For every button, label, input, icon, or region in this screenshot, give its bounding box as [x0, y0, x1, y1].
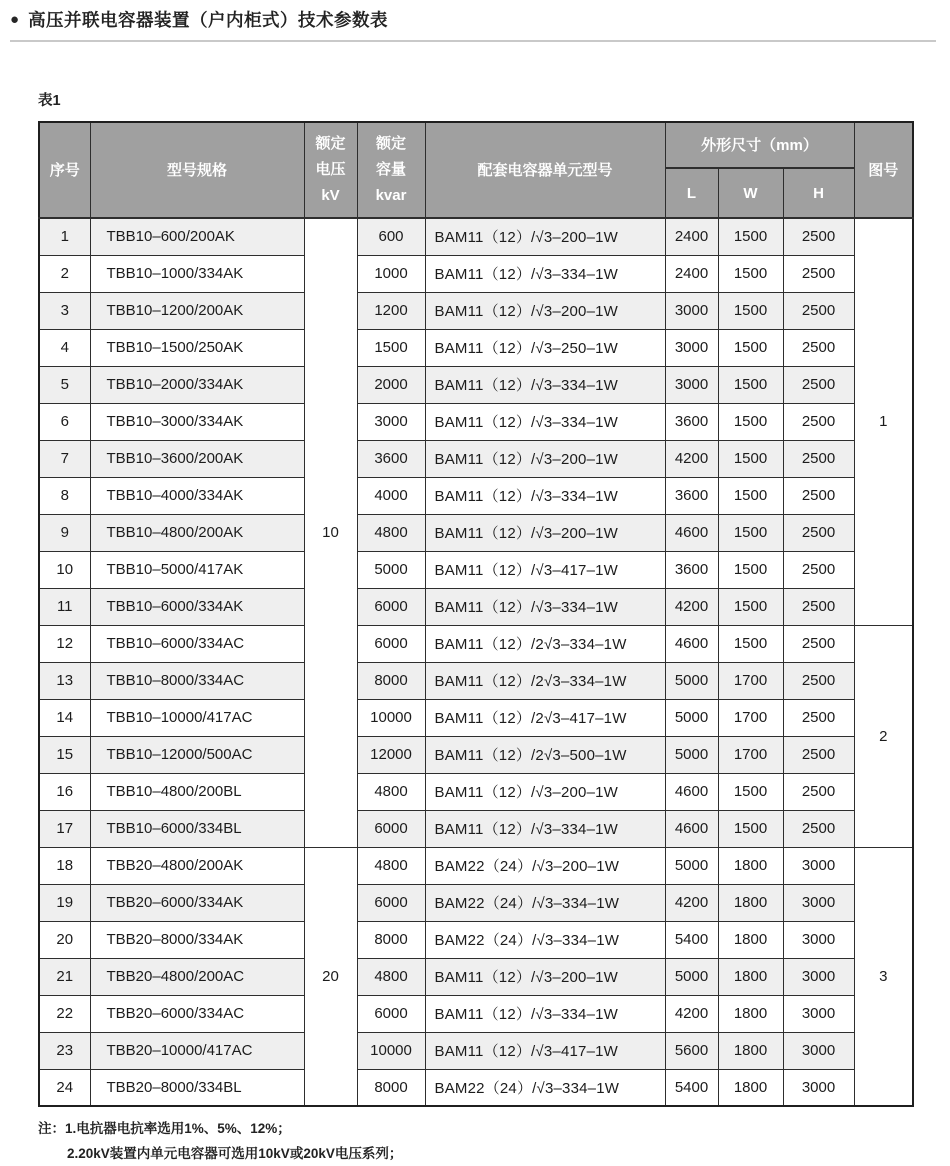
capacity-cell: 6000 [357, 995, 425, 1032]
dim-h-cell: 2500 [783, 736, 854, 773]
voltage-cell: 20 [304, 847, 357, 1106]
model-cell: TBB10–4000/334AK [90, 477, 304, 514]
dim-w-cell: 1500 [718, 477, 783, 514]
page-header [10, 0, 936, 42]
unit-model-cell: BAM11（12）/√3–334–1W [425, 588, 665, 625]
unit-model-cell: BAM22（24）/√3–334–1W [425, 884, 665, 921]
dim-l-cell: 5000 [665, 662, 718, 699]
dim-w-cell: 1500 [718, 551, 783, 588]
model-cell: TBB10–4800/200BL [90, 773, 304, 810]
capacity-cell: 1200 [357, 292, 425, 329]
dim-l-cell: 4600 [665, 773, 718, 810]
table-row [39, 921, 913, 958]
capacity-cell: 3000 [357, 403, 425, 440]
dim-w-cell: 1500 [718, 292, 783, 329]
model-cell: TBB10–1200/200AK [90, 292, 304, 329]
capacity-cell: 600 [357, 218, 425, 255]
capacity-cell: 6000 [357, 625, 425, 662]
dim-w-cell: 1500 [718, 514, 783, 551]
dim-l-cell: 5400 [665, 921, 718, 958]
unit-model-cell: BAM11（12）/√3–200–1W [425, 292, 665, 329]
table-row [39, 403, 913, 440]
model-cell: TBB20–4800/200AK [90, 847, 304, 884]
seq-cell: 8 [39, 477, 90, 514]
unit-model-cell: BAM22（24）/√3–200–1W [425, 847, 665, 884]
unit-model-cell: BAM11（12）/√3–200–1W [425, 514, 665, 551]
header-model: 型号规格 [90, 122, 304, 218]
header-capacity [357, 122, 425, 218]
table-row [39, 329, 913, 366]
dim-h-cell: 2500 [783, 699, 854, 736]
unit-model-cell: BAM11（12）/√3–200–1W [425, 773, 665, 810]
table-row [39, 440, 913, 477]
dim-h-cell: 2500 [783, 329, 854, 366]
capacity-cell: 5000 [357, 551, 425, 588]
unit-model-cell: BAM11（12）/√3–200–1W [425, 958, 665, 995]
unit-model-cell: BAM11（12）/√3–250–1W [425, 329, 665, 366]
note-prefix: 注： [38, 1121, 65, 1136]
header-unit-model: 配套电容器单元型号 [425, 122, 665, 218]
dim-l-cell: 3000 [665, 329, 718, 366]
unit-model-cell: BAM11（12）/√3–334–1W [425, 995, 665, 1032]
table-body [39, 218, 913, 1106]
dim-h-cell: 3000 [783, 1032, 854, 1069]
model-cell: TBB10–1500/250AK [90, 329, 304, 366]
dim-l-cell: 4200 [665, 995, 718, 1032]
dim-l-cell: 5400 [665, 1069, 718, 1106]
seq-cell: 10 [39, 551, 90, 588]
dim-l-cell: 3600 [665, 403, 718, 440]
dim-w-cell: 1700 [718, 699, 783, 736]
capacity-cell: 4800 [357, 773, 425, 810]
seq-cell: 4 [39, 329, 90, 366]
capacity-cell: 6000 [357, 588, 425, 625]
table-row [39, 625, 913, 662]
capacity-cell: 8000 [357, 1069, 425, 1106]
unit-model-cell: BAM22（24）/√3–334–1W [425, 1069, 665, 1106]
figure-cell: 1 [854, 218, 913, 625]
header-dim-h: H [783, 168, 854, 218]
model-cell: TBB10–6000/334BL [90, 810, 304, 847]
capacity-cell: 1000 [357, 255, 425, 292]
voltage-cell: 10 [304, 218, 357, 847]
unit-model-cell: BAM11（12）/√3–200–1W [425, 440, 665, 477]
dim-w-cell: 1800 [718, 1032, 783, 1069]
seq-cell: 6 [39, 403, 90, 440]
model-cell: TBB10–6000/334AC [90, 625, 304, 662]
seq-cell: 14 [39, 699, 90, 736]
header-capacity-line2: 容量 [375, 161, 406, 178]
capacity-cell: 4800 [357, 958, 425, 995]
seq-cell: 22 [39, 995, 90, 1032]
figure-cell: 3 [854, 847, 913, 1106]
capacity-cell: 4800 [357, 847, 425, 884]
dim-w-cell: 1800 [718, 1069, 783, 1106]
unit-model-cell: BAM11（12）/2√3–500–1W [425, 736, 665, 773]
header-voltage-unit: kV [321, 187, 340, 204]
capacity-cell: 8000 [357, 921, 425, 958]
header-figure: 图号 [854, 122, 913, 218]
header-voltage-line2: 电压 [315, 161, 346, 178]
table-header [39, 122, 913, 218]
seq-cell: 21 [39, 958, 90, 995]
dim-w-cell: 1500 [718, 440, 783, 477]
model-cell: TBB10–1000/334AK [90, 255, 304, 292]
bullet-icon: ● [10, 11, 20, 28]
capacity-cell: 4000 [357, 477, 425, 514]
seq-cell: 3 [39, 292, 90, 329]
note-text-1: 1.电抗器电抗率选用1%、5%、12%； [65, 1121, 291, 1136]
dim-h-cell: 2500 [783, 218, 854, 255]
dim-l-cell: 4600 [665, 625, 718, 662]
dim-h-cell: 2500 [783, 625, 854, 662]
header-seq: 序号 [39, 122, 90, 218]
dim-l-cell: 5000 [665, 958, 718, 995]
dim-w-cell: 1500 [718, 255, 783, 292]
table-row [39, 292, 913, 329]
dim-l-cell: 4200 [665, 588, 718, 625]
parameters-table [38, 121, 914, 1107]
header-capacity-unit: kvar [375, 187, 407, 204]
seq-cell: 12 [39, 625, 90, 662]
table-row [39, 588, 913, 625]
seq-cell: 23 [39, 1032, 90, 1069]
dim-w-cell: 1700 [718, 662, 783, 699]
seq-cell: 20 [39, 921, 90, 958]
dim-w-cell: 1500 [718, 773, 783, 810]
seq-cell: 13 [39, 662, 90, 699]
dim-w-cell: 1500 [718, 810, 783, 847]
dim-h-cell: 2500 [783, 440, 854, 477]
dim-w-cell: 1800 [718, 995, 783, 1032]
page-title: 高压并联电容器装置（户内柜式）技术参数表 [28, 10, 389, 30]
table-row [39, 255, 913, 292]
notes [38, 1116, 950, 1166]
capacity-cell: 3600 [357, 440, 425, 477]
unit-model-cell: BAM11（12）/√3–334–1W [425, 477, 665, 514]
table-row [39, 662, 913, 699]
model-cell: TBB20–6000/334AK [90, 884, 304, 921]
capacity-cell: 2000 [357, 366, 425, 403]
dim-h-cell: 2500 [783, 292, 854, 329]
header-dim-l: L [665, 168, 718, 218]
dim-w-cell: 1800 [718, 958, 783, 995]
dim-w-cell: 1500 [718, 588, 783, 625]
dim-h-cell: 2500 [783, 514, 854, 551]
model-cell: TBB20–8000/334AK [90, 921, 304, 958]
table-row [39, 551, 913, 588]
unit-model-cell: BAM11（12）/2√3–417–1W [425, 699, 665, 736]
model-cell: TBB10–8000/334AC [90, 662, 304, 699]
capacity-cell: 1500 [357, 329, 425, 366]
dim-w-cell: 1500 [718, 366, 783, 403]
dim-l-cell: 3600 [665, 551, 718, 588]
table-row [39, 847, 913, 884]
dim-l-cell: 4200 [665, 440, 718, 477]
capacity-cell: 8000 [357, 662, 425, 699]
seq-cell: 17 [39, 810, 90, 847]
seq-cell: 2 [39, 255, 90, 292]
unit-model-cell: BAM11（12）/√3–334–1W [425, 255, 665, 292]
dim-l-cell: 4200 [665, 884, 718, 921]
dim-w-cell: 1800 [718, 847, 783, 884]
dim-h-cell: 2500 [783, 477, 854, 514]
unit-model-cell: BAM11（12）/√3–334–1W [425, 810, 665, 847]
dim-h-cell: 3000 [783, 921, 854, 958]
model-cell: TBB20–4800/200AC [90, 958, 304, 995]
seq-cell: 15 [39, 736, 90, 773]
model-cell: TBB10–6000/334AK [90, 588, 304, 625]
dim-h-cell: 2500 [783, 773, 854, 810]
header-dimensions: 外形尺寸（mm） [665, 122, 854, 168]
dim-w-cell: 1700 [718, 736, 783, 773]
header-voltage [304, 122, 357, 218]
table-row [39, 736, 913, 773]
seq-cell: 24 [39, 1069, 90, 1106]
table-label: 表1 [38, 93, 61, 109]
model-cell: TBB10–3600/200AK [90, 440, 304, 477]
seq-cell: 9 [39, 514, 90, 551]
model-cell: TBB10–4800/200AK [90, 514, 304, 551]
dim-l-cell: 5000 [665, 736, 718, 773]
dim-h-cell: 3000 [783, 995, 854, 1032]
capacity-cell: 10000 [357, 1032, 425, 1069]
dim-h-cell: 2500 [783, 588, 854, 625]
model-cell: TBB20–8000/334BL [90, 1069, 304, 1106]
capacity-cell: 6000 [357, 810, 425, 847]
model-cell: TBB10–10000/417AC [90, 699, 304, 736]
dim-h-cell: 3000 [783, 884, 854, 921]
capacity-cell: 10000 [357, 699, 425, 736]
capacity-cell: 12000 [357, 736, 425, 773]
dim-h-cell: 3000 [783, 1069, 854, 1106]
seq-cell: 1 [39, 218, 90, 255]
table-row [39, 1069, 913, 1106]
header-capacity-line1: 额定 [375, 135, 406, 152]
table-row [39, 773, 913, 810]
dim-h-cell: 3000 [783, 847, 854, 884]
table-row [39, 884, 913, 921]
dim-l-cell: 2400 [665, 218, 718, 255]
seq-cell: 7 [39, 440, 90, 477]
dim-l-cell: 3000 [665, 292, 718, 329]
seq-cell: 16 [39, 773, 90, 810]
dim-l-cell: 2400 [665, 255, 718, 292]
model-cell: TBB10–600/200AK [90, 218, 304, 255]
dim-l-cell: 5000 [665, 699, 718, 736]
unit-model-cell: BAM22（24）/√3–334–1W [425, 921, 665, 958]
table-row [39, 699, 913, 736]
figure-cell: 2 [854, 625, 913, 847]
header-voltage-line1: 额定 [315, 135, 346, 152]
dim-l-cell: 4600 [665, 810, 718, 847]
table-row [39, 1032, 913, 1069]
dim-h-cell: 2500 [783, 403, 854, 440]
unit-model-cell: BAM11（12）/√3–334–1W [425, 366, 665, 403]
unit-model-cell: BAM11（12）/2√3–334–1W [425, 662, 665, 699]
dim-h-cell: 3000 [783, 958, 854, 995]
table-row [39, 218, 913, 255]
unit-model-cell: BAM11（12）/√3–417–1W [425, 1032, 665, 1069]
model-cell: TBB10–5000/417AK [90, 551, 304, 588]
dim-h-cell: 2500 [783, 255, 854, 292]
dim-w-cell: 1500 [718, 625, 783, 662]
dim-w-cell: 1800 [718, 921, 783, 958]
note-line-1 [38, 1116, 950, 1141]
unit-model-cell: BAM11（12）/√3–334–1W [425, 403, 665, 440]
seq-cell: 19 [39, 884, 90, 921]
table-row [39, 810, 913, 847]
capacity-cell: 4800 [357, 514, 425, 551]
dim-w-cell: 1500 [718, 403, 783, 440]
model-cell: TBB10–12000/500AC [90, 736, 304, 773]
dim-l-cell: 3600 [665, 477, 718, 514]
model-cell: TBB20–6000/334AC [90, 995, 304, 1032]
seq-cell: 11 [39, 588, 90, 625]
dim-w-cell: 1800 [718, 884, 783, 921]
note-text-2: 2.20kV装置内单元电容器可选用10kV或20kV电压系列； [67, 1146, 403, 1161]
table-row [39, 477, 913, 514]
unit-model-cell: BAM11（12）/2√3–334–1W [425, 625, 665, 662]
dim-l-cell: 4600 [665, 514, 718, 551]
unit-model-cell: BAM11（12）/√3–417–1W [425, 551, 665, 588]
dim-h-cell: 2500 [783, 662, 854, 699]
unit-model-cell: BAM11（12）/√3–200–1W [425, 218, 665, 255]
table-row [39, 958, 913, 995]
dim-w-cell: 1500 [718, 218, 783, 255]
note-line-2 [38, 1141, 950, 1166]
dim-l-cell: 3000 [665, 366, 718, 403]
table-row [39, 995, 913, 1032]
dim-h-cell: 2500 [783, 551, 854, 588]
dim-w-cell: 1500 [718, 329, 783, 366]
model-cell: TBB10–3000/334AK [90, 403, 304, 440]
table-row [39, 514, 913, 551]
dim-l-cell: 5000 [665, 847, 718, 884]
dim-h-cell: 2500 [783, 366, 854, 403]
table-row [39, 366, 913, 403]
model-cell: TBB20–10000/417AC [90, 1032, 304, 1069]
seq-cell: 5 [39, 366, 90, 403]
header-dim-w: W [718, 168, 783, 218]
dim-l-cell: 5600 [665, 1032, 718, 1069]
capacity-cell: 6000 [357, 884, 425, 921]
model-cell: TBB10–2000/334AK [90, 366, 304, 403]
seq-cell: 18 [39, 847, 90, 884]
dim-h-cell: 2500 [783, 810, 854, 847]
